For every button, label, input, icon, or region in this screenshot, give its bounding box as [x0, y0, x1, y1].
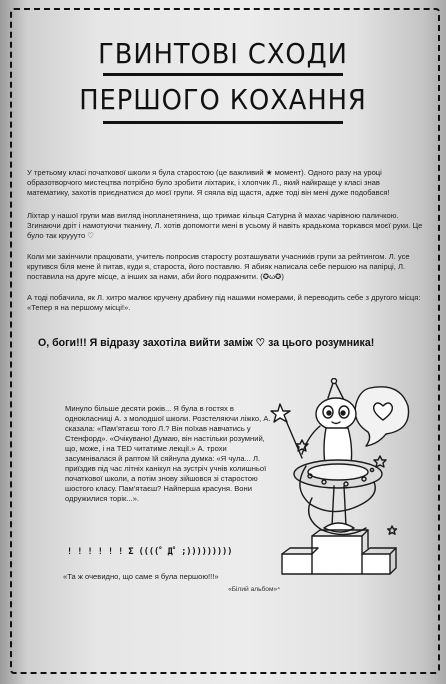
story-paragraph: Минуло більше десяти років... Я була в гостях в однокласниці А. з молодшої школи. Розстеляючи ліжко, А. сказала: «Пам’ятаєш того Л.? Він поїхав навчатись у Стенфорд». «Очікувано! Думаю, він настільки розумний, що, може, і на TED читатиме лекції.» А. трохи засумнівалася й раптом їй сяйнула думка: «Я чула... Л. приїздив під час літніх канікул на зустріч учнів колишньої початкової школи, а потім знову зійшовся зі старостою шостого класу. Пам’ятаєш? Найперша красуня. Вони одружилися торік...».	[65, 404, 271, 503]
magic-wand	[271, 404, 302, 458]
quote-line: «Та ж очевидно, що саме я була першою!!!»	[63, 572, 219, 581]
paragraph-1: У третьому класі початкової школи я була старостою (це важливий ★ момент). Одного разу на уроці образотворчого мистецтва потрібно було зробити ліхтарик, і хлопчик Л., який найкраще у класі знав математику, захотів приєднатися до моєї групи. Я сяяла від щастя, адже тоді він мені дуже подобався!	[27, 168, 390, 197]
kaomoji-line: ! ! ! ! ! ! Σ ((((゜Д゜;)))))))))	[67, 547, 233, 557]
paragraph-2: Ліхтар у нашої групи мав вигляд інопланетянина, що тримає кільця Сатурна й махає чарівною паличкою. Згинаючи дріт і намотуючи тканину, Л. хотів допомогти мені в усьому й навіть крадькома торкався моєї руки. Це було так круууто ♡	[27, 211, 423, 240]
exclamation-line: О, боги!!! Я відразу захотіла вийти заміж ♡ за цього розумника!	[38, 337, 375, 349]
stairs-illustration	[282, 530, 396, 574]
title-underline-2	[103, 121, 343, 124]
paragraph-4: А тоді побачила, як Л. хитро малює кручену драбину під нашими номерами, й переводить себе з другого місця: «Тепер я на першому місці!».	[27, 293, 421, 312]
title-line-2: ПЕРШОГО КОХАННЯ	[79, 83, 367, 116]
paragraph-3: Коли ми закінчили працювати, учитель попросив старосту розташувати учасників групи за рейтингом. Л. усе крутився біля мене й питав, куди я, староста, його поставлю. Я абияк написала себе першою на папірці, Л. поставила на друге місце, а інших за нами, аби його подражнити. (✪ω✪)	[27, 252, 410, 281]
heart-bubble	[355, 387, 408, 446]
title-line-1: ГВИНТОВІ СХОДИ	[98, 37, 348, 70]
title-underline-1	[103, 73, 343, 76]
alien-illustration	[262, 378, 422, 608]
star-icon	[271, 404, 290, 422]
source-citation: «Білий альбом»⁴	[228, 586, 280, 593]
